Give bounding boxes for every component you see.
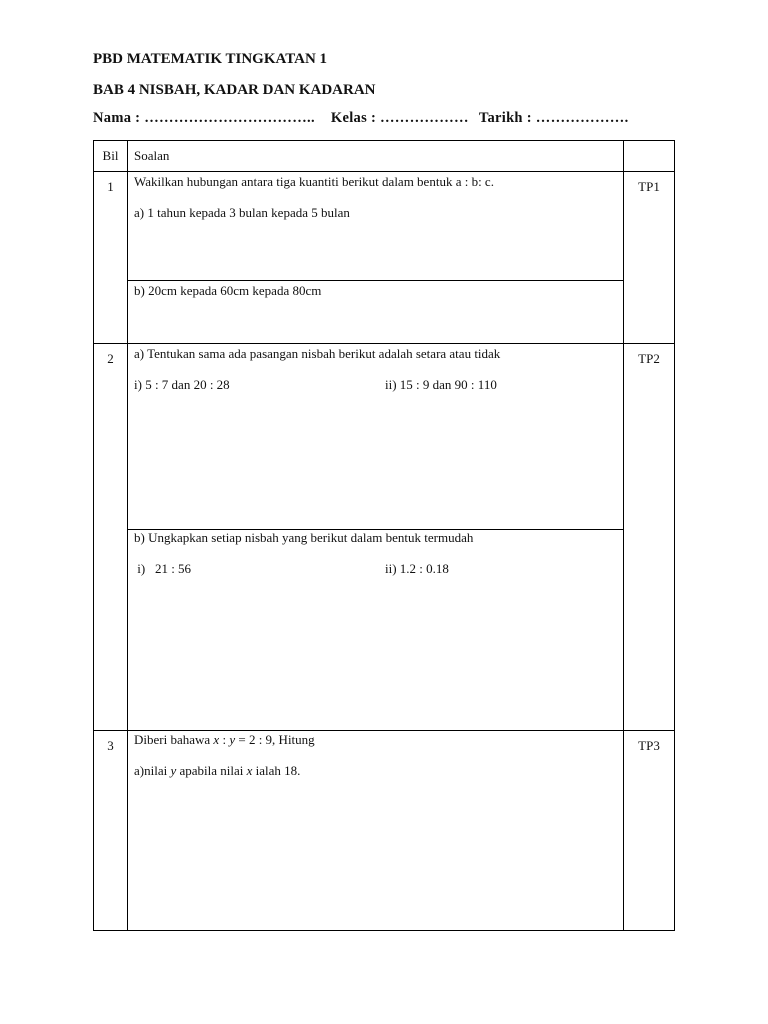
q2-a-i: i) 5 : 7 dan 20 : 28 bbox=[134, 377, 230, 392]
chapter-title: BAB 4 NISBAH, KADAR DAN KADARAN bbox=[93, 82, 376, 98]
q2-content bbox=[128, 344, 624, 731]
q1-a-text: a) 1 tahun kepada 3 bulan kepada 5 bulan bbox=[134, 205, 350, 220]
header-tp bbox=[624, 141, 675, 172]
q1-tp-level: TP1 bbox=[624, 172, 675, 344]
q2-tp-level: TP2 bbox=[624, 344, 675, 731]
header-bil: Bil bbox=[94, 141, 128, 172]
kelas-field: Kelas : ……………… bbox=[330, 110, 469, 126]
question-row-2 bbox=[94, 344, 675, 731]
q1-stem: Wakilkan hubungan antara tiga kuantiti berikut dalam bentuk a : b: c. bbox=[134, 174, 494, 189]
q1-b-text: b) 20cm kepada 60cm kepada 80cm bbox=[134, 283, 322, 298]
q2-b-i: i) 21 : 56 bbox=[134, 561, 192, 576]
header-soalan: Soalan bbox=[128, 141, 624, 172]
q1-part-b bbox=[128, 281, 623, 343]
q1-content bbox=[128, 172, 624, 344]
q3-content bbox=[128, 731, 624, 931]
q2-part-b bbox=[128, 530, 623, 730]
q3-stem-post: = 2 : 9, Hitung bbox=[235, 732, 315, 747]
q1-part-a bbox=[128, 172, 623, 281]
student-info-line bbox=[93, 110, 629, 127]
q1-number: 1 bbox=[94, 172, 128, 344]
question-row-3 bbox=[94, 731, 675, 931]
q2-a-stem: a) Tentukan sama ada pasangan nisbah berikut adalah setara atau tidak bbox=[134, 346, 501, 361]
q3-part-a bbox=[134, 763, 300, 779]
tarikh-field: Tarikh : ………………. bbox=[478, 110, 629, 126]
q2-b-ii: ii) 1.2 : 0.18 bbox=[385, 561, 449, 576]
q2-a-ii: ii) 15 : 9 dan 90 : 110 bbox=[385, 377, 497, 392]
q3-a-mid: apabila nilai bbox=[176, 763, 247, 778]
q2-part-a bbox=[128, 344, 623, 530]
q3-number: 3 bbox=[94, 731, 128, 931]
q3-stem-pre: Diberi bahawa bbox=[134, 732, 214, 747]
q3-sep: : bbox=[219, 732, 230, 747]
q3-stem bbox=[134, 732, 315, 748]
question-row-1 bbox=[94, 172, 675, 344]
q3-a-var-x: x bbox=[246, 763, 253, 778]
q2-number: 2 bbox=[94, 344, 128, 731]
q3-a-var-y: y bbox=[170, 763, 177, 778]
q3-a-post: ialah 18. bbox=[252, 763, 301, 778]
q3-var-x: x bbox=[213, 732, 220, 747]
q2-b-stem: b) Ungkapkan setiap nisbah yang berikut dalam bentuk termudah bbox=[134, 530, 474, 545]
page-title: PBD MATEMATIK TINGKATAN 1 bbox=[93, 51, 328, 67]
table-header-row bbox=[94, 141, 675, 172]
q3-a-pre: a)nilai bbox=[134, 763, 171, 778]
q3-var-y: y bbox=[229, 732, 236, 747]
nama-field: Nama : …………………………….. bbox=[93, 110, 315, 126]
question-table bbox=[93, 140, 675, 931]
q3-tp-level: TP3 bbox=[624, 731, 675, 931]
